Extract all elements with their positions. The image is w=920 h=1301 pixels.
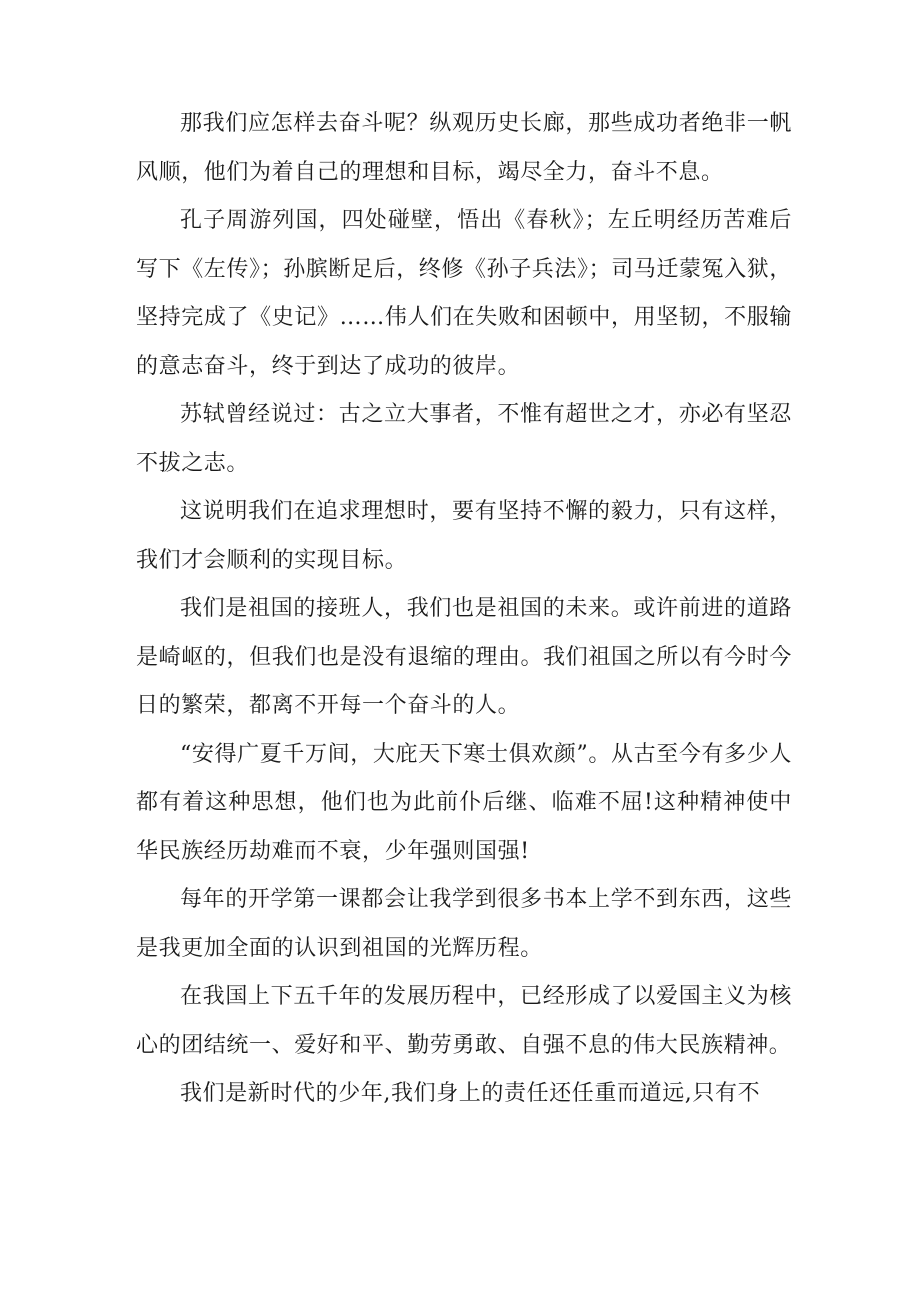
paragraph-8: 在我国上下五千年的发展历程中，已经形成了以爱国主义为核心的团结统一、爱好和平、勤劳勇敢、自强不息的伟大民族精神。 [136,984,792,1058]
paragraph-1: 那我们应怎样去奋斗呢？纵观历史长廊，那些成功者绝非一帆风顺，他们为着自己的理想和目标，竭尽全力，奋斗不息。 [136,111,792,185]
paragraph-3: 苏轼曾经说过：古之立大事者，不惟有超世之才，亦必有坚忍不拔之志。 [136,402,792,476]
paragraph-9: 我们是新时代的少年,我们身上的责任还任重而道远,只有不 [180,1081,761,1106]
paragraph-6: “安得广夏千万间，大庇天下寒士俱欢颜”。从古至今有多少人都有着这种思想，他们也为此前仆后继、临难不屈!这种精神使中华民族经历劫难而不衰，少年强则国强! [136,741,792,864]
paragraph-4: 这说明我们在追求理想时，要有坚持不懈的毅力，只有这样，我们才会顺利的实现目标。 [136,499,792,573]
paragraph-7: 每年的开学第一课都会让我学到很多书本上学不到东西，这些是我更加全面的认识到祖国的光辉历程。 [136,887,792,961]
essay-body [136,100,792,1119]
paragraph-5: 我们是祖国的接班人，我们也是祖国的未来。或许前进的道路是崎岖的，但我们也是没有退缩的理由。我们祖国之所以有今时今日的繁荣，都离不开每一个奋斗的人。 [136,596,792,718]
paragraph-2: 孔子周游列国，四处碰壁，悟出《春秋》；左丘明经历苦难后写下《左传》；孙膑断足后，终修《孙子兵法》；司马迁蒙冤入狱，坚持完成了《史记》……伟人们在失败和困顿中，用坚韧，不服输的意志奋斗，终于到达了成功的彼岸。 [136,208,793,379]
